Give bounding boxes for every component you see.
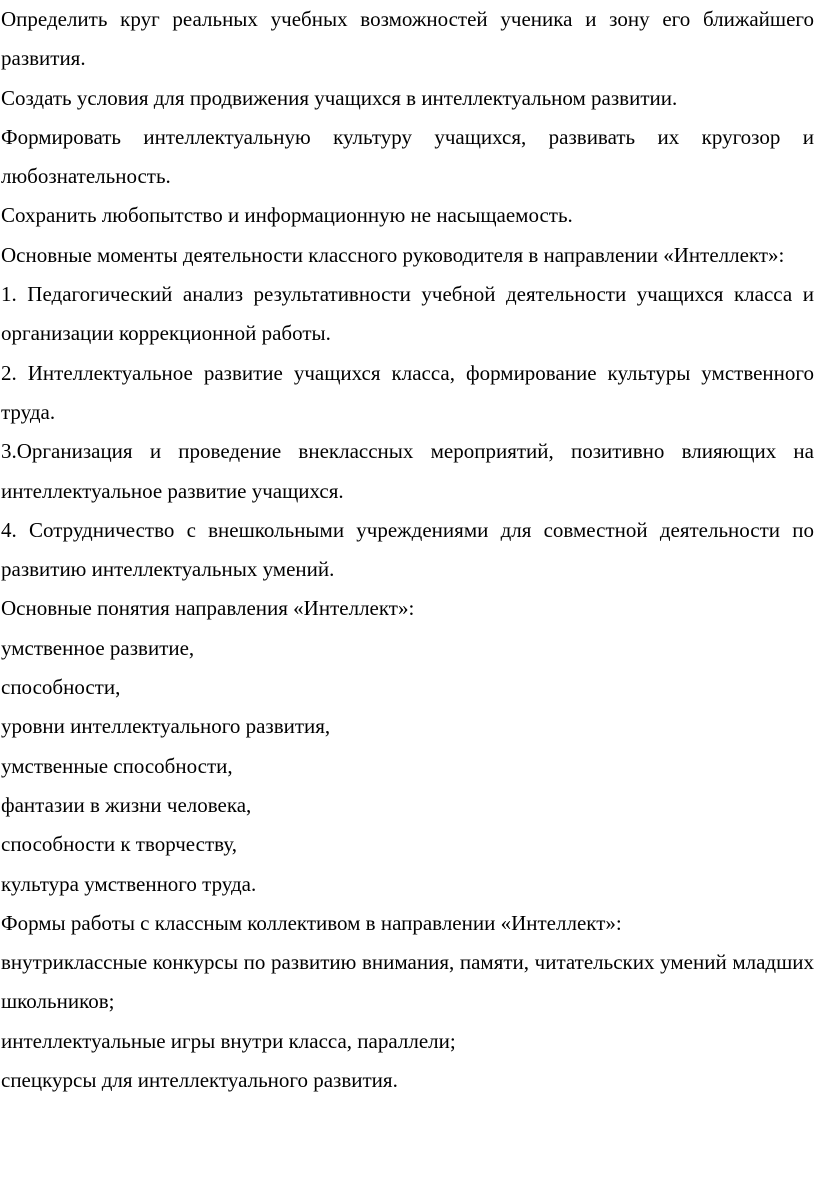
goal-paragraph-culture: Формировать интеллектуальную культуру учащихся, развивать их кругозор и любознательность. [1,124,814,189]
section-heading-work-forms: Формы работы с классным коллективом в направлении «Интеллект»: [1,910,622,935]
concept-item: культура умственного труда. [1,871,257,896]
concept-item: способности, [1,675,121,700]
work-form-item: интеллектуальные игры внутри класса, параллели; [1,1028,456,1053]
work-form-item: внутриклассные конкурсы по развитию внимания, памяти, читательских умений младших школьников; [1,950,814,1014]
concept-item: способности к творчеству, [1,832,237,857]
goal-paragraph-development-zone: Определить круг реальных учебных возможностей ученика и зону его ближайшего развития. [1,7,814,71]
list-item-1: 1. Педагогический анализ результативности учебной деятельности учащихся класса и организации коррекционной работы. [1,282,814,346]
goal-paragraph-curiosity: Сохранить любопытство и информационную не насыщаемость. [1,203,573,228]
goal-paragraph-conditions: Создать условия для продвижения учащихся в интеллектуальном развитии. [1,85,678,110]
concept-item: умственное развитие, [1,635,195,660]
list-item-2: 2. Интеллектуальное развитие учащихся класса, формирование культуры умственного труда. [1,360,814,424]
concept-item: фантазии в жизни человека, [1,792,252,817]
work-form-item: спецкурсы для интеллектуального развития. [1,1068,398,1093]
concept-item: умственные способности, [1,753,233,778]
concept-item: уровни интеллектуального развития, [1,714,331,739]
section-heading-main-moments: Основные моменты деятельности классного руководителя в направлении «Интеллект»: [1,242,785,267]
list-item-4: 4. Сотрудничество с внешкольными учреждениями для совместной деятельности по развитию интеллектуальных умений. [1,517,814,582]
list-item-3: 3.Организация и проведение внеклассных мероприятий, позитивно влияющих на интеллектуальное развитие учащихся. [1,439,814,503]
section-heading-concepts: Основные понятия направления «Интеллект»: [1,596,415,621]
